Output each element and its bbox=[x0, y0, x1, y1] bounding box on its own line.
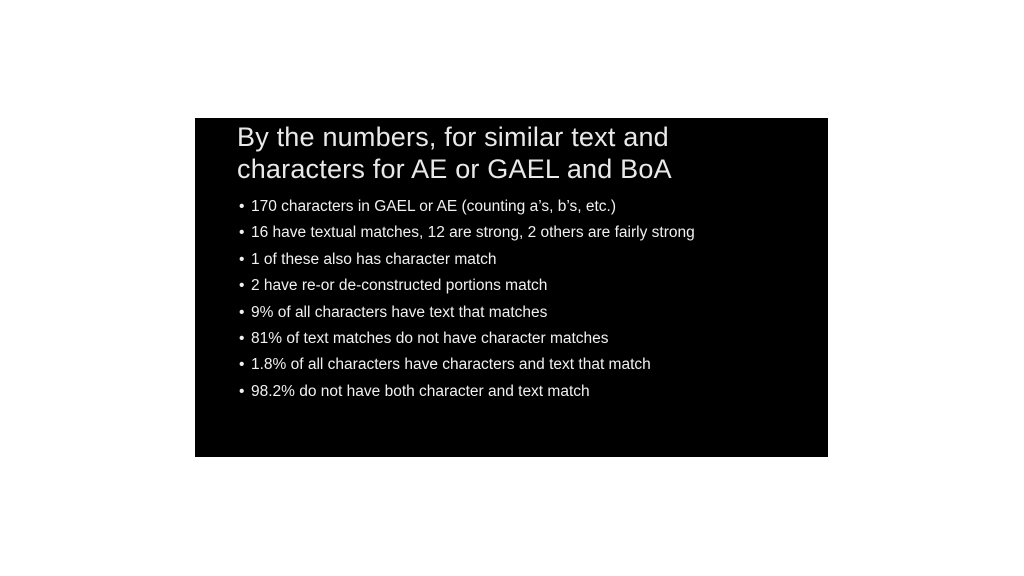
bullet-item bbox=[239, 326, 799, 352]
bullet-text: 9% of all characters have text that matches bbox=[251, 303, 548, 321]
bullet-text: 1.8% of all characters have characters and text that match bbox=[251, 356, 651, 374]
bullet-icon: • bbox=[239, 224, 245, 242]
bullet-text: 16 have textual matches, 12 are strong, 2 others are fairly strong bbox=[251, 224, 695, 242]
bullet-item bbox=[239, 247, 799, 273]
bullet-icon: • bbox=[239, 303, 245, 321]
bullet-item bbox=[239, 379, 799, 405]
bullet-item bbox=[239, 352, 799, 378]
bullet-item bbox=[239, 194, 799, 220]
bullet-icon: • bbox=[239, 250, 245, 268]
bullet-text: 170 characters in GAEL or AE (counting a’s, b’s, etc.) bbox=[251, 198, 617, 215]
bullet-text: 2 have re-or de-constructed portions match bbox=[251, 277, 548, 295]
bullet-text: 81% of text matches do not have character matches bbox=[251, 330, 609, 348]
slide-canvas bbox=[195, 118, 828, 457]
bullet-icon: • bbox=[239, 277, 245, 295]
bullet-icon: • bbox=[239, 198, 245, 215]
bullet-text: 1 of these also has character match bbox=[251, 250, 497, 268]
bullet-list bbox=[239, 194, 799, 405]
bullet-icon: • bbox=[239, 330, 245, 348]
bullet-item bbox=[239, 273, 799, 299]
bullet-item bbox=[239, 220, 799, 246]
bullet-item bbox=[239, 300, 799, 326]
bullet-text: 98.2% do not have both character and text match bbox=[251, 382, 590, 400]
bullet-icon: • bbox=[239, 356, 245, 374]
bullet-icon: • bbox=[239, 382, 245, 400]
slide-title: By the numbers, for similar text and characters for AE or GAEL and BoA bbox=[237, 122, 672, 184]
